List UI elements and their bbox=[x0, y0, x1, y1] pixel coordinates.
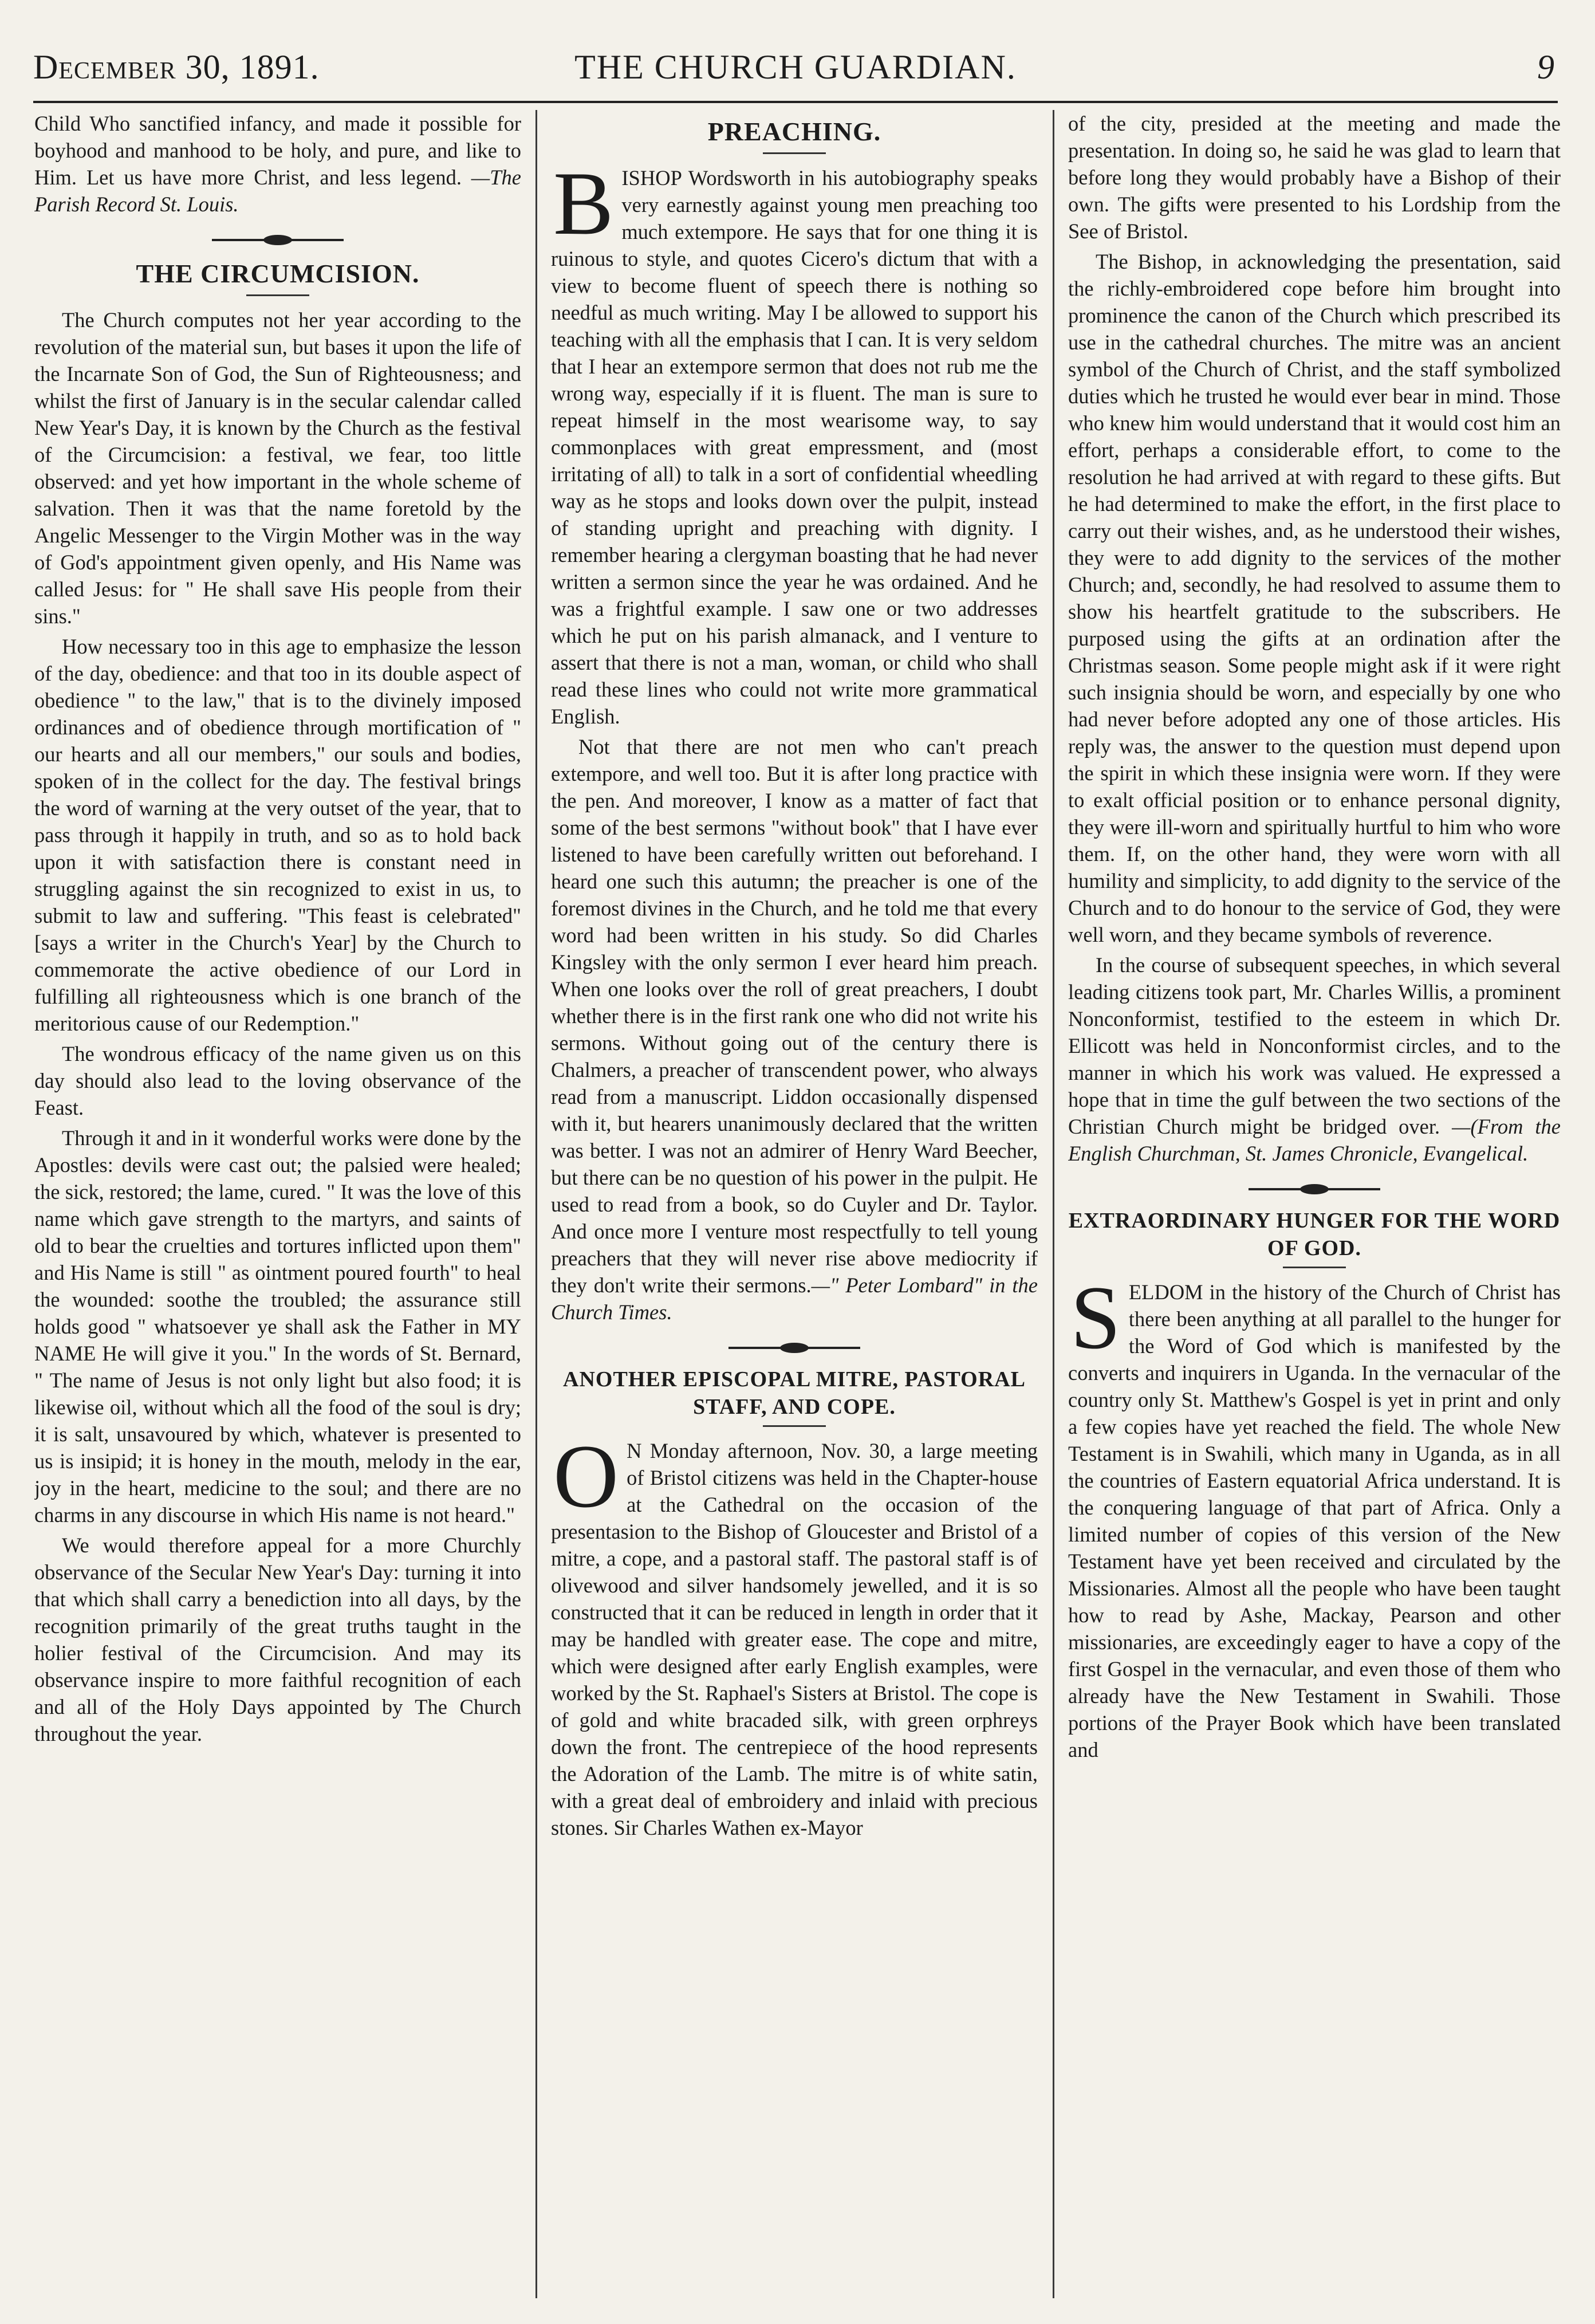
column-rule bbox=[535, 110, 537, 2298]
masthead bbox=[33, 23, 1558, 103]
article-paragraph: In the course of subsequent speeches, in which several leading citizens took part, Mr. Charles Willis, a prominent Nonconformist, testified to the esteem in which Dr. Ellicott was held in Nonconformist circles, and to the manner in which his work was valued. He expressed a hope that in time the gulf between the two sections of the Christian Church might be bridged over. —(From the English Churchman, St. James Chronicle, Evangelical. bbox=[1068, 953, 1561, 1165]
article-paragraph: Through it and in it wonderful works were done by the Apostles: devils were cast out; the palsied were healed; the sick, restored; the lame, cured. " It was the love of this name which gave strength to the martyrs, and saints of old to bear the cruelties and tortures inflicted upon them" and His Name is still " as ointment poured fourth" to heal the wounded: soothe the troubled; the assurance still holds good " whatsoever ye shall ask the Father in MY NAME He will give it you." In the words of St. Bernard, " The name of Jesus is not only light but also food; it is likewise oil, without which all the food of the soul is dry; it is salt, unsavoured by which, whatever is presented to us is insipid; it is honey in the mouth, melody in the ear, joy in the heart, medicine to the soul; and there are no charms in any discourse in which His name is not heard." bbox=[34, 1126, 521, 1527]
article-paragraph: The Bishop, in acknowledging the presentation, said the richly-embroidered cope before him brought into prominence the canon of the Church which prescribed its use in the cathedral churches. The mitre was an ancient symbol of the Church of Christ, and the staff symbolized duties which he trusted he would ever bear in mind. Those who knew him would understand that it would cost him an effort, perhaps a considerable effort, to come to the resolution he had arrived at with regard to these gifts. But he had determined to make the effort, in the first place to carry out their wishes, and, as he understood their wishes, they were to add dignity to the services of the mother Church; and, secondly, he had resolved to assume them to show his heartfelt gratitude to the subscribers. He purposed using the gifts at an ordination after the Christmas season. Some people might ask if it were right such insignia should be worn, and especially by one who had never before adopted any one of those articles. His reply was, the answer to the question must depend upon the spirit in which these insignia were worn. If they were to exalt official position or to enhance personal dignity, they were ill-worn and spiritually hurtful to him who wore them. If, on the other hand, they were worn with all humility and simplicity, to add dignity to the service of the Church and to do honour to the service of God, they were well worn, and they became symbols of reverence. bbox=[1068, 250, 1561, 946]
article-paragraph: SELDOM in the history of the Church of Christ has there been anything at all parallel to the hunger for the Word of God which is manifested by the converts and inquirers in Uganda. In the vernacular of the country only St. Matthew's Gospel is yet in print and only a few copies have yet reached the field. The whole New Testament is in Swahili, which many in Uganda, as in all the countries of Eastern equatorial Africa understand. It is the conquering language of that part of Africa. Only a limited number of copies of this version of the New Testament have yet been received and circulated by the Missionaries. Almost all the people who have been taught how to read by Ashe, Mackay, Pearson and other missionaries, are exceedingly eager to have a copy of the first Gospel in the vernacular, and even those of them who already have the New Testament in Swahili. Those portions of the Prayer Book which have been translated and bbox=[1068, 1268, 1561, 1761]
article-paragraph: We would therefore appeal for a more Churchly observance of the Secular New Year's Day: turning it into that which shall carry a benediction into all days, by the recognition primarily of the great truths taught in the holier festival of the Circumcision. And may its observance inspire to more faithful recognition of each and all of the Holy Days appointed by The Church throughout the year. bbox=[34, 1533, 521, 1745]
article-paragraph: The Church computes not her year according to the revolution of the material sun, but bases it upon the life of the Incarnate Son of God, the Sun of Righteousness; and whilst the first of January is in the secular calendar called New Year's Day, it is known by the Church as the festival of the Circumcision: a festival, we fear, too little observed: and yet how important in the whole scheme of salvation. Then it was that the name foretold by the Angelic Messenger to the Virgin Mother was in the way of God's appointment given openly, and His Name was called Jesus: for " He shall save His people from their sins." bbox=[34, 308, 521, 628]
article-title-preaching: PREACHING. bbox=[707, 117, 881, 146]
title-rule bbox=[763, 152, 826, 154]
drop-cap: B bbox=[553, 154, 614, 254]
title-rule bbox=[1283, 1267, 1346, 1268]
title-rule bbox=[763, 1425, 826, 1427]
ornamental-divider bbox=[728, 1343, 860, 1353]
article-paragraph: The wondrous efficacy of the name given us on this day should also lead to the loving observance of the Feast. bbox=[34, 1042, 521, 1119]
article-paragraph: How necessary too in this age to emphasize the lesson of the day, obedience: and that too in its double aspect of obedience " to the law," that is to the divinely imposed ordinances and of obedience through mortification of " our hearts and all our members," our souls and bodies, spoken of in the collect for the day. The festival brings the word of warning at the very outset of the year, that to pass through it happily in truth, and so as to hold back upon it with satisfaction there is constant need in struggling against the sin recognized to exist in us, to submit to law and suffering. "This feast is celebrated" [says a writer in the Church's Year] by the Church to commemorate the active obedience of our Lord in fulfilling all righteousness which is one branch of the meritorious cause of our Redemption." bbox=[34, 635, 521, 1035]
attribution: —(From the English Churchman, St. James Chronicle, Evangelical. bbox=[1068, 1115, 1561, 1165]
article-title-mitre: ANOTHER EPISCOPAL MITRE, PASTORAL STAFF, AND COPE. bbox=[563, 1367, 1026, 1419]
drop-cap: O bbox=[553, 1426, 619, 1527]
ornamental-divider bbox=[1249, 1184, 1380, 1194]
column-rule bbox=[1053, 110, 1054, 2298]
drop-cap: S bbox=[1070, 1268, 1121, 1368]
article-paragraph: BISHOP Wordsworth in his autobiography speaks very earnestly against young men preaching too much extempore. He says that for one thing it is ruinous to style, and quotes Cicero's dictum that with a view to become fluent of speech there is nothing so needful as much writing. May I be allowed to support his teaching with all the emphasis that I can. It is very seldom that I hear an extempore sermon that does not rub me the wrong way, especially if it is fluent. The man is sure to repeat himself in the most wearisome way, to say commonplaces with great empressment, and (most irritating of all) to talk in a sort of confidential wheedling way as he stops and looks down over the pulpit, instead of standing upright and preaching with dignity. I remember hearing a clergyman boasting that he had never written a sermon since the year he was ordained. And he was a frightful example. I saw one or two addresses which he put on his parish almanack, and I venture to assert that there is not a man, woman, or child who shall read these lines who could not write more grammatical English. bbox=[551, 154, 1038, 728]
article-text: Child Who sanctified infancy, and made it possible for boyhood and manhood to be holy, and pure, and like to Him. Let us have more Christ, and less legend. —The Parish Record St. Louis. bbox=[34, 112, 521, 216]
attribution: —" Peter Lombard" in the Church Times. bbox=[551, 1273, 1038, 1324]
article-paragraph: of the city, presided at the meeting and made the presentation. In doing so, he said he was glad to learn that before long they would probably have a Bishop of their own. The gifts were presented to his Lordship from the See of Bristol. bbox=[1068, 112, 1561, 243]
title-rule bbox=[246, 294, 309, 296]
article-paragraph: O N Monday afternoon, Nov. 30, a large meeting of Bristol citizens was held in the Chapter-house at the Cathedral on the occasion of the presentasion to the Bishop of Gloucester and Bristol of a mitre, a cope, and a pastoral staff. The pastoral staff is of olivewood and silver handsomely jewelled, and it is so constructed that it can be reduced in length in order that it may be handled with greater ease. The cope and mitre, which were designed after early English examples, were worked by the St. Raphael's Sisters at Bristol. The cope is of gold and white bracaded silk, with green orphreys down the front. The centrepiece of the hood represents the Adoration of the Lamb. The mitre is of white satin, with a great deal of embroidery and inlaid with precious stones. Sir Charles Wathen ex-Mayor bbox=[551, 1426, 1038, 1839]
issue-date: December 30, 1891. bbox=[33, 48, 320, 86]
column-1 bbox=[34, 110, 521, 2304]
page-number: 9 bbox=[1537, 48, 1554, 86]
ornamental-divider bbox=[212, 235, 344, 245]
article-title-hunger: EXTRAORDINARY HUNGER FOR THE WORD OF GOD. bbox=[1068, 1209, 1561, 1260]
newspaper-title: THE CHURCH GUARDIAN. bbox=[574, 48, 1017, 86]
column-2 bbox=[551, 110, 1038, 2304]
article-paragraph: Not that there are not men who can't preach extempore, and well too. But it is after long practice with the pen. And moreover, I know as a matter of fact that some of the best sermons "without book" that I have ever listened to have been carefully written out beforehand. I heard one such this autumn; the preacher is one of the foremost divines in the Church, and he told me that every word had been written in his study. So did Charles Kingsley with the only sermon I ever heard him preach. When one looks over the roll of great preachers, I doubt whether there is in the first rank one who did not write his sermons. Without going out of the century there is Chalmers, a preacher of transcendent power, who always read from a manuscript. Liddon occasionally dispensed with it, but hearers unanimously declared that the written was better. I was not an admirer of Henry Ward Beecher, but there can be no question of his power in the pulpit. He used to read from a book, so do Cuyler and Dr. Taylor. And once more I venture most respectfully to tell young preachers that they will never rise above mediocrity if they don't write their sermons.—" Peter Lombard" in the Church Times. bbox=[551, 735, 1038, 1324]
attribution: —The Parish Record St. Louis. bbox=[34, 166, 521, 216]
column-3 bbox=[1068, 110, 1561, 2304]
article-title-circumcision: THE CIRCUMCISION. bbox=[136, 259, 420, 288]
